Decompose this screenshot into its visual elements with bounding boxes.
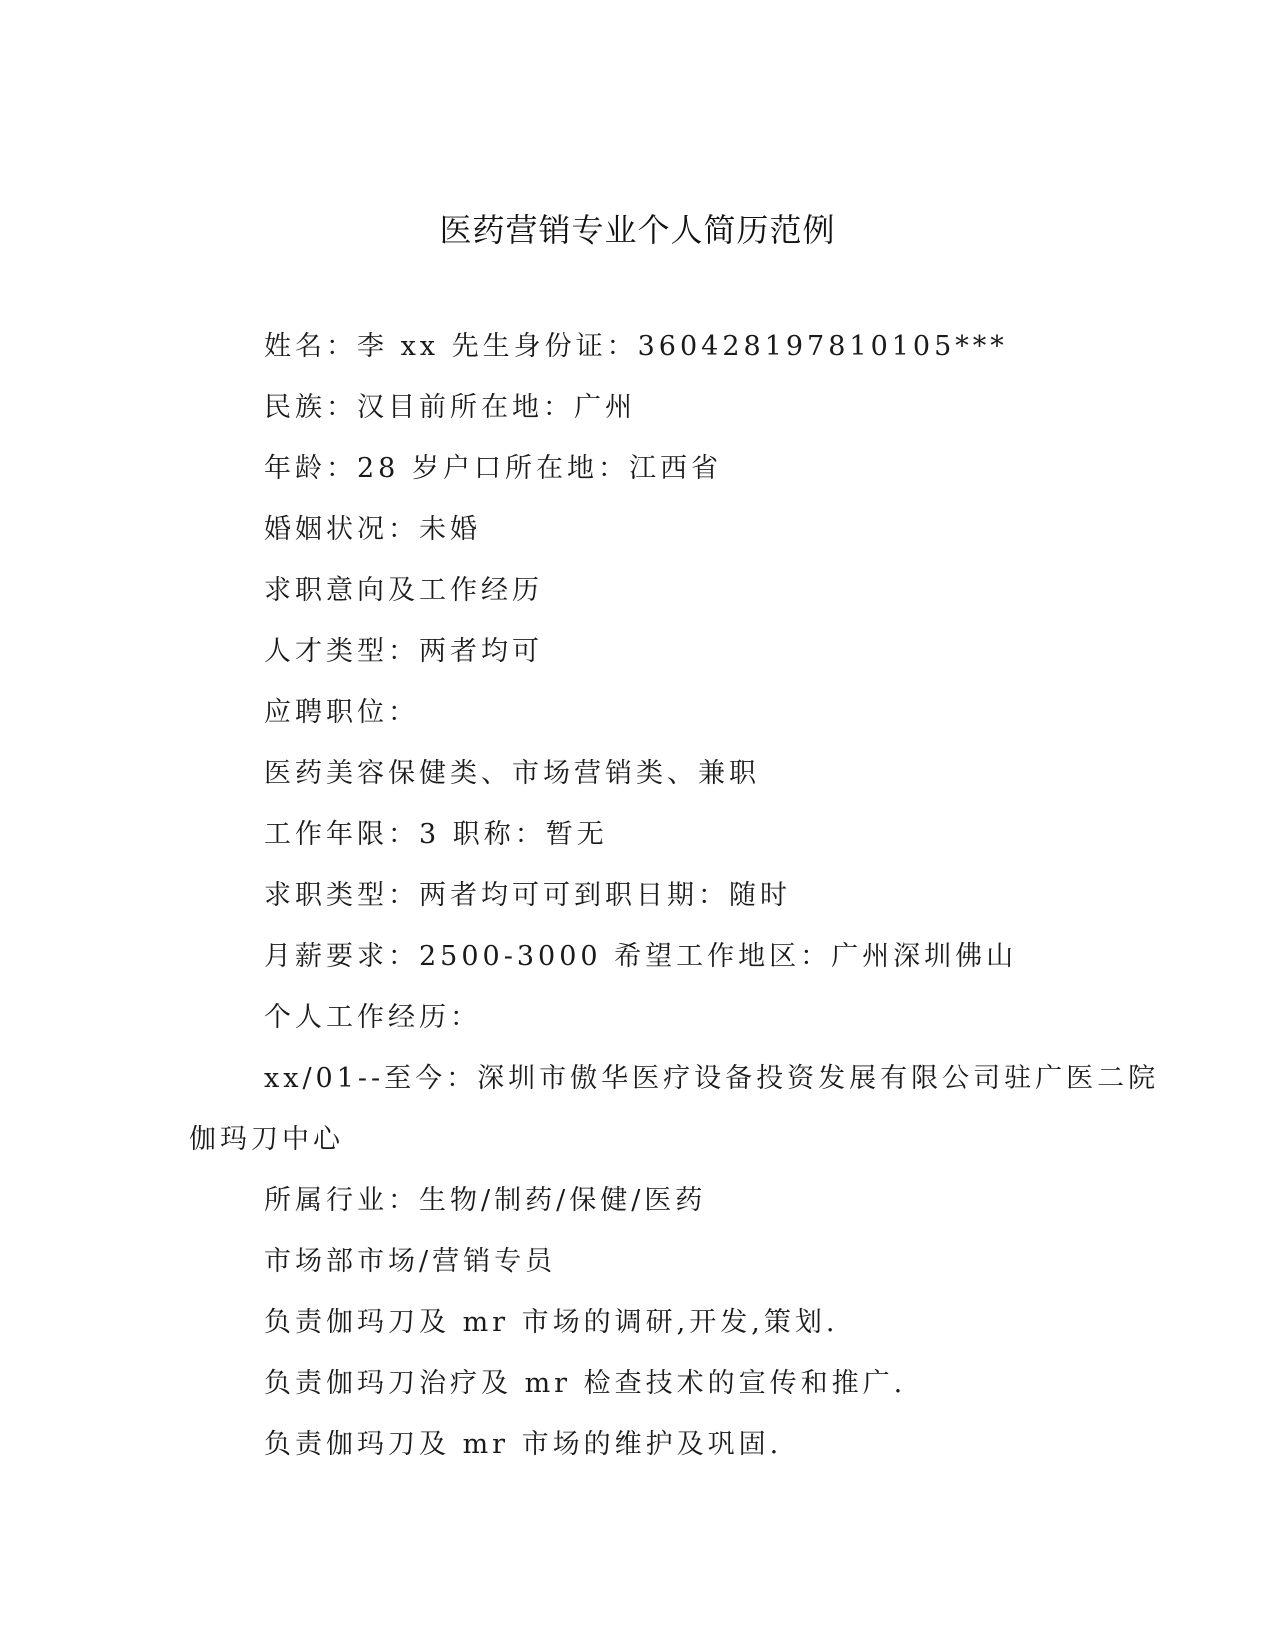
text-line-marital: 婚姻状况：未婚	[264, 514, 481, 545]
text-line-industry: 所属行业：生物/制药/保健/医药	[264, 1185, 707, 1216]
text-line-salary: 月薪要求：2500-3000 希望工作地区：广州深圳佛山	[264, 941, 1018, 972]
text-line-positions: 医药美容保健类、市场营销类、兼职	[264, 758, 760, 789]
text-line-duty-3: 负责伽玛刀及 mr 市场的维护及巩固.	[264, 1429, 783, 1460]
text-line-name-id: 姓名：李 xx 先生身份证：360428197810105***	[264, 331, 1008, 362]
text-line-years: 工作年限：3 职称：暂无	[264, 819, 608, 850]
text-line-talent-type: 人才类型：两者均可	[264, 636, 543, 667]
text-line-experience-label: 个人工作经历：	[264, 1002, 481, 1033]
text-line-job-type: 求职类型：两者均可可到职日期：随时	[264, 880, 791, 911]
document-title: 医药营销专业个人简历范例	[439, 211, 836, 249]
text-line-position-label: 应聘职位：	[264, 697, 419, 728]
text-line-section-intent: 求职意向及工作经历	[264, 575, 543, 606]
text-line-employer-cont: 伽玛刀中心	[189, 1124, 344, 1155]
text-line-age: 年龄：28 岁户口所在地：江西省	[264, 453, 722, 484]
text-line-employer: xx/01--至今：深圳市傲华医疗设备投资发展有限公司驻广医二院	[264, 1063, 1160, 1094]
text-line-duty-1: 负责伽玛刀及 mr 市场的调研,开发,策划.	[264, 1307, 839, 1338]
text-line-duty-2: 负责伽玛刀治疗及 mr 检查技术的宣传和推广.	[264, 1368, 907, 1399]
text-line-department: 市场部市场/营销专员	[264, 1246, 557, 1277]
text-line-ethnicity: 民族：汉目前所在地：广州	[264, 392, 636, 423]
